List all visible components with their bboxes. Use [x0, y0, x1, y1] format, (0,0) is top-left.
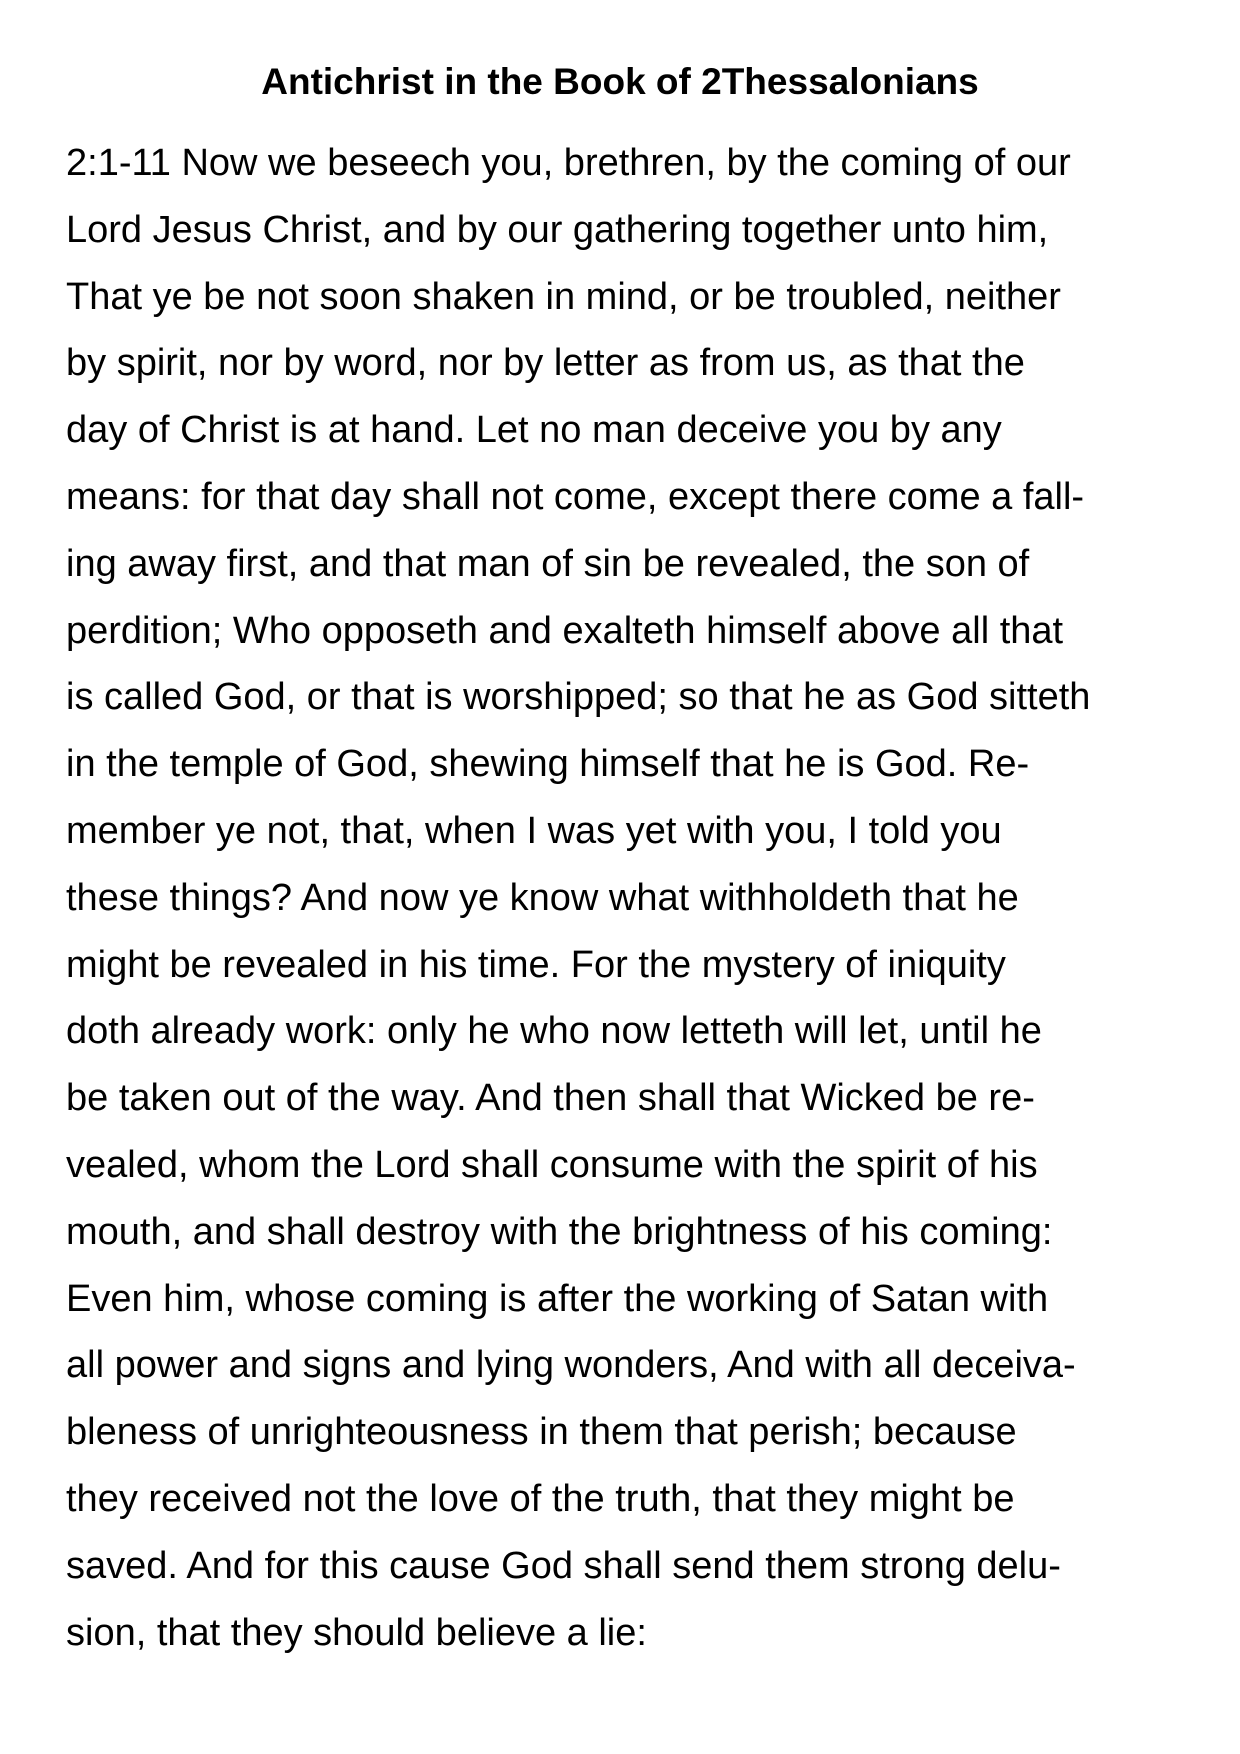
text-line: might be revealed in his time. For the mystery of iniquity: [66, 943, 1006, 986]
text-line: is called God, or that is worshipped; so that he as God sitteth: [66, 676, 1091, 719]
text-line: perdition; Who opposeth and exalteth himself above all that: [66, 609, 1064, 652]
text-line: doth already work: only he who now letteth will let, until he: [66, 1010, 1042, 1053]
text-line: vealed, whom the Lord shall consume with the spirit of his: [66, 1143, 1038, 1186]
text-line: day of Christ is at hand. Let no man deceive you by any: [66, 409, 1002, 452]
text-line: they received not the love of the truth, that they might be: [66, 1477, 1015, 1520]
text-line: ing away first, and that man of sin be revealed, the son of: [66, 542, 1030, 585]
document-title: Antichrist in the Book of 2Thessalonians: [261, 61, 979, 102]
text-line: 2:1-11 Now we beseech you, brethren, by the coming of our: [66, 142, 1071, 184]
scripture-passage: [66, 130, 1196, 1666]
text-line: Even him, whose coming is after the working of Satan with: [66, 1277, 1049, 1320]
text-line: means: for that day shall not come, except there come a fall-: [66, 475, 1085, 518]
text-line: saved. And for this cause God shall send them strong delu-: [66, 1544, 1061, 1587]
text-line: be taken out of the way. And then shall that Wicked be re-: [66, 1077, 1035, 1120]
text-line: these things? And now ye know what withholdeth that he: [66, 876, 1019, 919]
text-line: all power and signs and lying wonders, And with all deceiva-: [66, 1344, 1076, 1387]
text-line: That ye be not soon shaken in mind, or be troubled, neither: [66, 275, 1061, 318]
text-line: by spirit, nor by word, nor by letter as from us, as that the: [66, 342, 1025, 385]
text-line: bleness of unrighteousness in them that perish; because: [66, 1411, 1017, 1454]
text-line: Lord Jesus Christ, and by our gathering together unto him,: [66, 208, 1049, 251]
text-line: mouth, and shall destroy with the brightness of his coming:: [66, 1210, 1053, 1253]
text-line: member ye not, that, when I was yet with you, I told you: [66, 809, 1002, 852]
text-line: in the temple of God, shewing himself that he is God. Re-: [66, 743, 1030, 786]
text-line: sion, that they should believe a lie:: [66, 1611, 647, 1654]
